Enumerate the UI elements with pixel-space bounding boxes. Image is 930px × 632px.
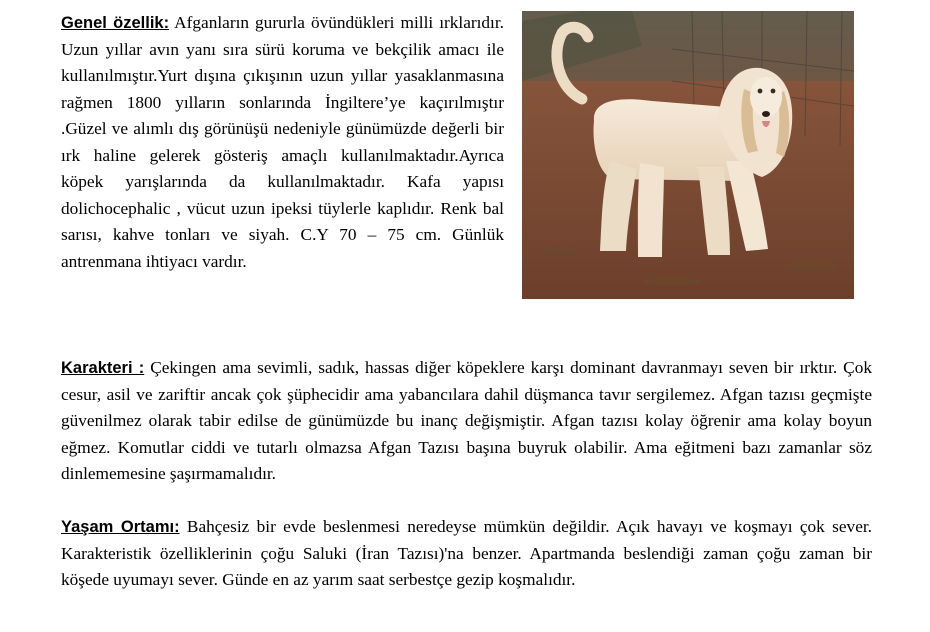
- afghan-hound-photo: [522, 11, 854, 299]
- section-character: [61, 355, 872, 488]
- text-living-environment: Bahçesiz bir evde beslenmesi neredeyse mümkün değildir. Açık havayı ve koşmayı çok sever. Karakteristik özelliklerinin çoğu Saluki (İran Tazısı)'na benzer. Apartmanda beslendiği zaman çoğu zaman bir köşede uyumayı sever. Günde en az yarım saat serbestçe gezip koşmalıdır.: [61, 517, 872, 589]
- section-general-features: [61, 10, 504, 275]
- heading-character: Karakteri :: [61, 359, 145, 377]
- heading-living-environment: Yaşam Ortamı:: [61, 518, 180, 536]
- section-living-environment: [61, 514, 872, 594]
- heading-general-features: Genel özellik:: [61, 14, 170, 32]
- text-character: Çekingen ama sevimli, sadık, hassas diğer köpeklere karşı dominant davranmayı seven bir ırktır. Çok cesur, asil ve zariftir ancak çok şüphecidir ama yabancılara dahil düşmanca tavır sergilemez. Afgan tazısı geçmişte güvenilmez olarak tabir edilse de günümüzde bu inanç değişmiştir. Afgan tazısı kolay öğrenir ama kolay boyun eğmez. Komutlar ciddi ve tutarlı olmazsa Afgan Tazısı başına buyruk olabilir. Ama eğitmeni bazı zamanlar söz dinlememesine şaşırmamalıdır.: [61, 358, 872, 483]
- text-general-features: Afganların gururla övündükleri milli ırklarıdır. Uzun yıllar avın yanı sıra sürü koruma ve bekçilik amacı ile kullanılmıştır.Yurt dışına çıkışının uzun yıllar yasaklanmasına rağmen 1800 yılların sonlarında İngiltere’ye kaçırılmıştır .Güzel ve alımlı dış görünüşü nedeniyle günümüzde değerli bir ırk haline gelerek gösteriş amaçlı kullanılmaktadır.Ayrıca köpek yarışlarında da kullanılmaktadır. Kafa yapısı dolichocephalic , vücut uzun ipeksi tüylerle kaplıdır. Renk bal sarısı, kahve tonları ve siyah. C.Y 70 – 75 cm. Günlük antrenmana ihtiyacı vardır.: [61, 13, 504, 271]
